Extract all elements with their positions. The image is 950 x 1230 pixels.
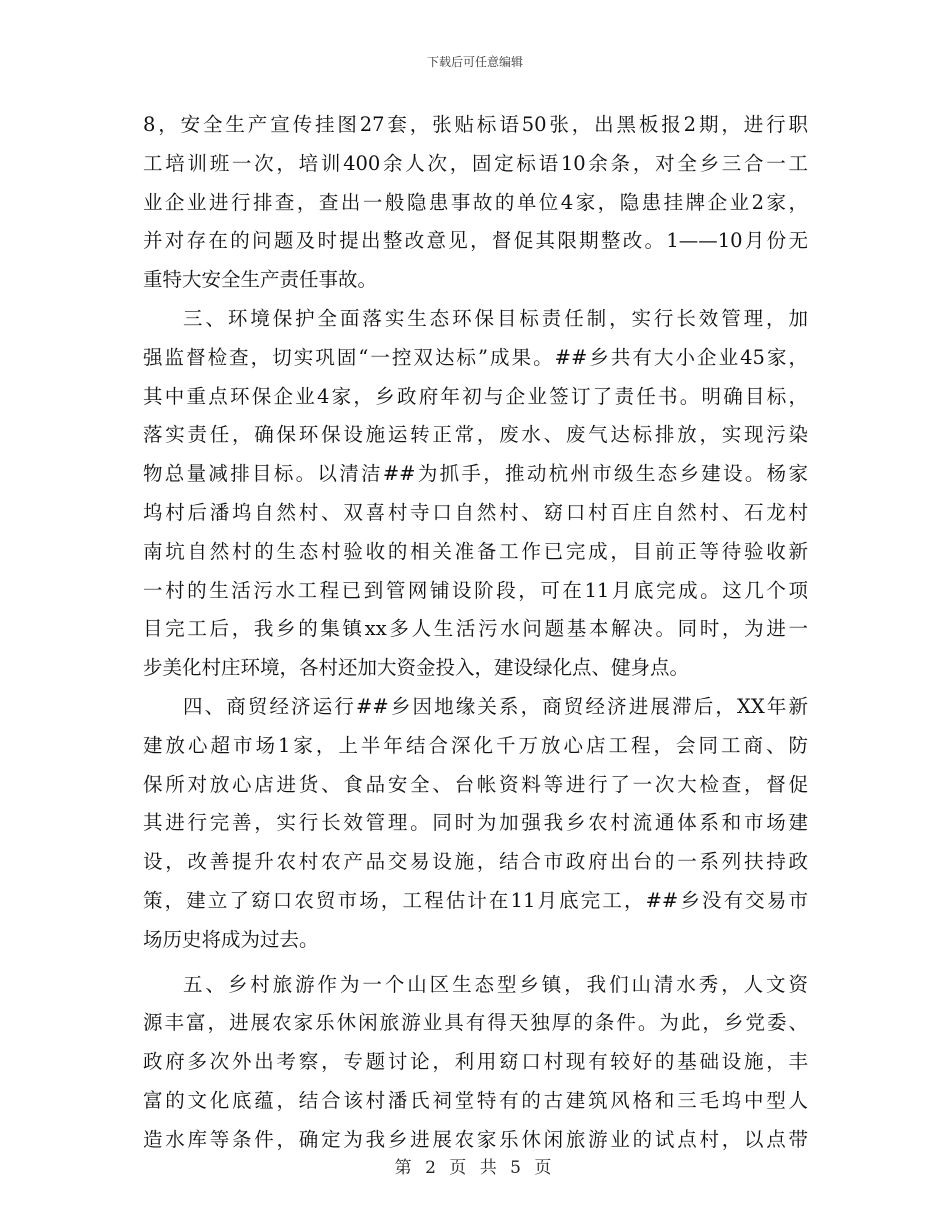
text-line: 物总量减排目标。以清洁##为抓手，推动杭州市级生态乡建设。杨家	[143, 462, 808, 486]
text-line: 场历史将成为过去。	[143, 927, 319, 951]
text-line: 保所对放心店进货、食品安全、台帐资料等进行了一次大检查，督促	[143, 772, 808, 796]
paragraph-tourism	[143, 966, 808, 1160]
text-line: 重特大安全生产责任事故。	[143, 268, 378, 292]
paragraph-commerce	[143, 688, 808, 960]
text-line: 坞村后潘坞自然村、双喜村寺口自然村、窈口村百庄自然村、石龙村	[143, 500, 808, 524]
text-line: 三、环境保护全面落实生态环保目标责任制，实行长效管理，加	[183, 306, 808, 330]
text-line: 步美化村庄环境，各村还加大资金投入，建设绿化点、健身点。	[143, 656, 690, 680]
text-line: 目完工后，我乡的集镇xx多人生活污水问题基本解决。同时，为进一	[143, 617, 808, 641]
page-header: 下载后可任意编辑	[426, 55, 523, 69]
text-line: 造水库等条件，确定为我乡进展农家乐休闲旅游业的试点村，以点带	[143, 1127, 808, 1151]
text-line: 其中重点环保企业4家，乡政府年初与企业签订了责任书。明确目标，	[143, 384, 808, 408]
text-line: 策，建立了窈口农贸市场，工程估计在11月底完工，##乡没有交易市	[143, 888, 808, 912]
paragraph-environment	[143, 300, 808, 688]
text-line: 业企业进行排查，查出一般隐患事故的单位4家，隐患挂牌企业2家，	[143, 190, 808, 214]
text-line: 源丰富，进展农家乐休闲旅游业具有得天独厚的条件。为此，乡党委、	[143, 1011, 808, 1035]
text-line: 四、商贸经济运行##乡因地缘关系，商贸经济进展滞后，XX年新	[183, 694, 808, 718]
paragraph-safety	[143, 106, 808, 300]
text-line: 工培训班一次，培训400余人次，固定标语10余条，对全乡三合一工	[143, 151, 808, 175]
text-line: 落实责任，确保环保设施运转正常，废水、废气达标排放，实现污染	[143, 423, 808, 447]
text-line: 强监督检查，切实巩固“一控双达标”成果。##乡共有大小企业45家，	[143, 345, 808, 369]
document-body	[143, 106, 808, 1160]
text-line: 五、乡村旅游作为一个山区生态型乡镇，我们山清水秀，人文资	[183, 972, 808, 996]
text-line: 南坑自然村的生态村验收的相关准备工作已完成，目前正等待验收新	[143, 539, 808, 563]
text-line: 富的文化底蕴，结合该村潘氏祠堂特有的古建筑风格和三毛坞中型人	[143, 1088, 808, 1112]
text-line: 建放心超市场1家，上半年结合深化千万放心店工程，会同工商、防	[143, 733, 808, 757]
page-number-footer: 第 2 页 共 5 页	[394, 1158, 556, 1178]
text-line: 设，改善提升农村农产品交易设施，结合市政府出台的一系列扶持政	[143, 850, 808, 874]
text-line: 政府多次外出考察，专题讨论，利用窈口村现有较好的基础设施，丰	[143, 1050, 808, 1074]
text-line: 8，安全生产宣传挂图27套，张贴标语50张，出黑板报2期，进行职	[143, 113, 808, 136]
text-line: 其进行完善，实行长效管理。同时为加强我乡农村流通体系和市场建	[143, 811, 808, 835]
text-line: 并对存在的问题及时提出整改意见，督促其限期整改。1——10月份无	[143, 229, 808, 253]
text-line: 一村的生活污水工程已到管网铺设阶段，可在11月底完成。这几个项	[143, 578, 808, 602]
